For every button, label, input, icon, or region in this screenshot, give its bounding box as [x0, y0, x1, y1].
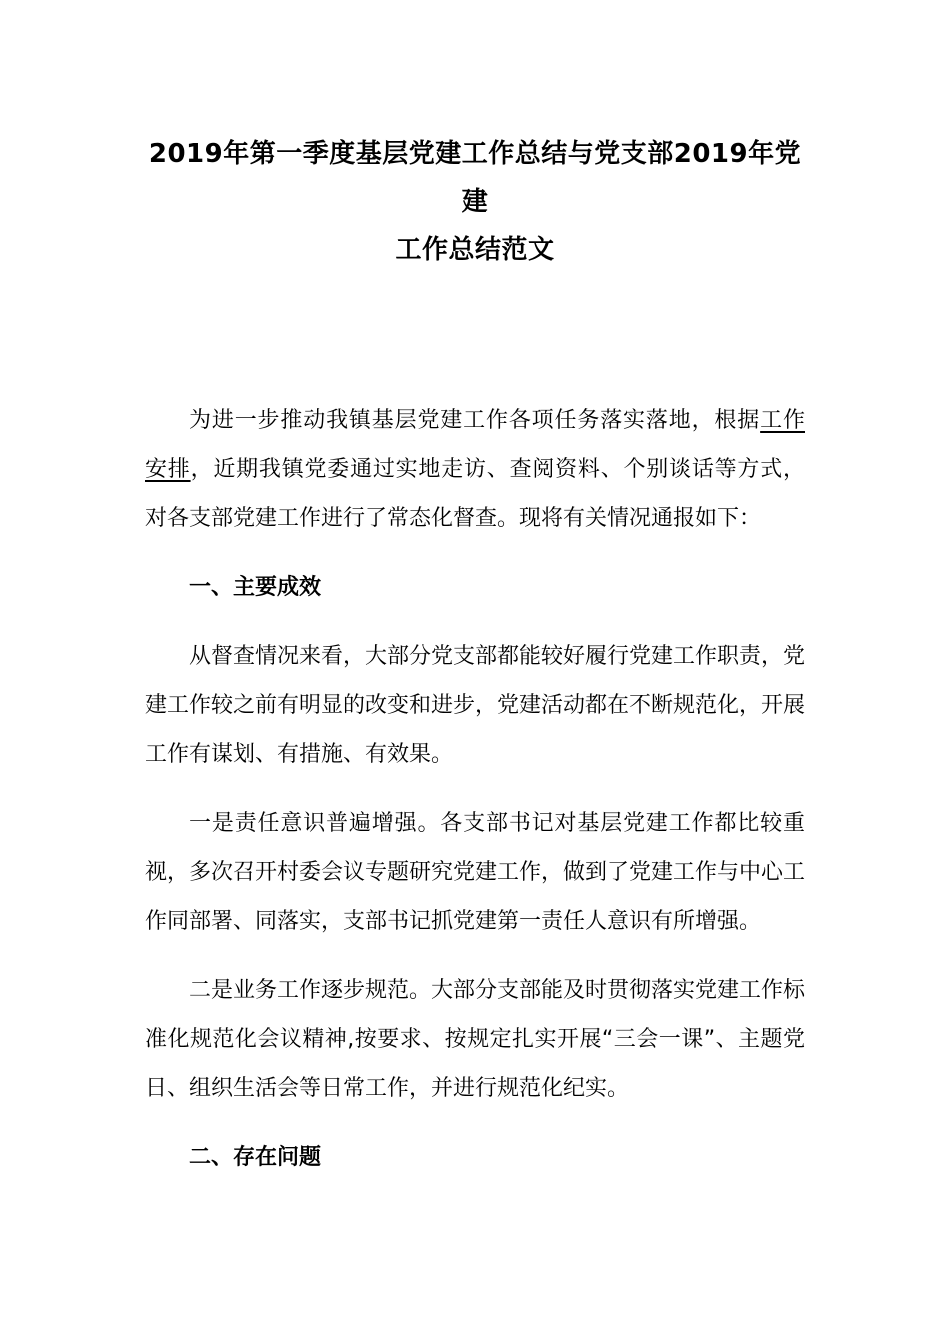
- section-1-paragraph-2: 一是责任意识普遍增强。各支部书记对基层党建工作都比较重视，多次召开村委会议专题研究党建工作，做到了党建工作与中心工作同部署、同落实，支部书记抓党建第一责任人意识有所增强。: [145, 811, 806, 934]
- section-1-paragraph-1: 从督查情况来看，大部分党支部都能较好履行党建工作职责，党建工作较之前有明显的改变和进步，党建活动都在不断规范化，开展工作有谋划、有措施、有效果。: [145, 644, 806, 767]
- title-line-1: 2019年第一季度基层党建工作总结与党支部2019年党建: [148, 139, 802, 217]
- section-1-paragraph-3: 二是业务工作逐步规范。大部分支部能及时贯彻落实党建工作标准化规范化会议精神,按要求、按规定扎实开展“三会一课”、主题党日、组织生活会等日常工作，并进行规范化纪实。: [145, 978, 806, 1101]
- intro-text-after: ，近期我镇党委通过实地走访、查阅资料、个别谈话等方式，对各支部党建工作进行了常态化督查。现将有关情况通报如下：: [145, 457, 805, 531]
- section-1-heading: 一、主要成效: [189, 575, 322, 600]
- intro-text-before: 为进一步推动我镇基层党建工作各项任务落实落地，根据: [189, 408, 761, 433]
- document-body: [145, 396, 805, 1202]
- title-line-2: 工作总结范文: [395, 235, 555, 265]
- intro-paragraph: [145, 396, 805, 543]
- section-2-heading: 二、存在问题: [189, 1145, 322, 1170]
- document-title: [145, 130, 805, 274]
- work-arrangement-link[interactable]: 工作安排: [145, 408, 805, 482]
